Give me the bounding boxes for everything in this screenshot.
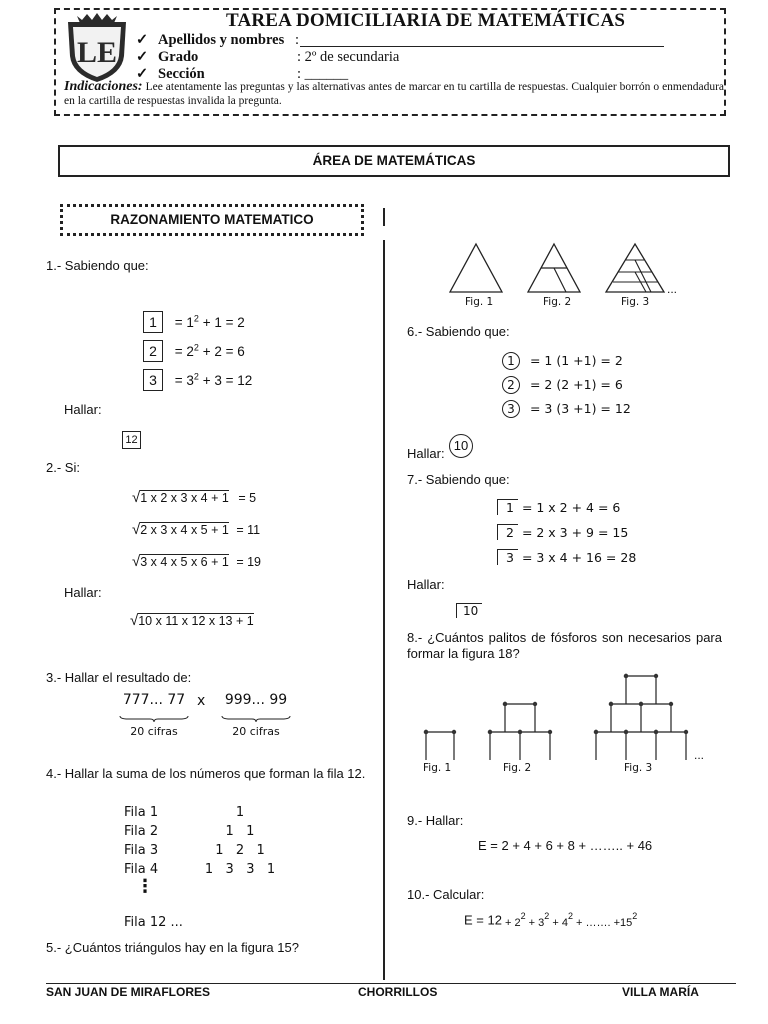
q10-expression xyxy=(464,911,638,930)
q6-row xyxy=(502,376,623,394)
match-head xyxy=(594,730,598,734)
radicand: 2 x 3 x 4 x 5 + 1 xyxy=(140,523,229,537)
field-grado xyxy=(136,49,198,66)
q7-eq: = 1 x 2 + 4 = 6 xyxy=(521,500,621,515)
bracket-number: 2 xyxy=(497,524,518,540)
q4-row-label: Fila 4 xyxy=(124,862,159,877)
q7-row xyxy=(487,549,636,565)
result: = 11 xyxy=(236,523,261,537)
q4-row-label: Fila 2 xyxy=(124,824,159,839)
column-divider xyxy=(383,240,385,980)
footer-campus: VILLA MARÍA xyxy=(622,985,699,999)
indicaciones-label: Indicaciones: xyxy=(64,79,143,94)
boxed-number: 1 xyxy=(143,311,163,333)
circled-number: 3 xyxy=(502,400,520,418)
field-value: : 2º de secundaria xyxy=(297,49,400,65)
q4-last-row: Fila 12 ... xyxy=(124,915,183,930)
sqrt-icon: √ xyxy=(132,553,141,570)
radicand: 3 x 4 x 5 x 6 + 1 xyxy=(140,555,229,569)
match-head xyxy=(452,730,456,734)
q3-operator: x xyxy=(197,693,206,709)
matchstick-figure-1 xyxy=(420,728,460,762)
name-blank-line[interactable] xyxy=(300,46,664,47)
term: + ……. +15 xyxy=(572,917,633,930)
boxed-number: 3 xyxy=(143,369,163,391)
field-label: Apellidos y nombres xyxy=(158,32,285,48)
sqrt-icon: √ xyxy=(132,489,141,506)
q1-eq-base: = 2 xyxy=(174,344,194,359)
q4-row-label: Fila 1 xyxy=(124,805,159,820)
q1-row xyxy=(143,340,245,362)
match-head xyxy=(424,730,428,734)
q1-eq-rest: + 1 = 2 xyxy=(202,315,245,330)
q1-target xyxy=(122,430,141,449)
field-label: Sección xyxy=(158,66,205,82)
q2-prompt: 2.- Si: xyxy=(46,460,80,475)
radicand: 10 x 11 x 12 x 13 + 1 xyxy=(138,614,254,628)
q7-eq: = 3 x 4 + 16 = 28 xyxy=(521,550,637,565)
sqrt-icon: √ xyxy=(132,521,141,538)
q10-prompt: 10.- Calcular: xyxy=(407,887,485,902)
q1-row xyxy=(143,369,252,391)
q5-prompt: 5.- ¿Cuántos triángulos hay en la figura 15? xyxy=(46,940,299,955)
document-title: TAREA DOMICILIARIA DE MATEMÁTICAS xyxy=(226,10,626,31)
circled-number: 10 xyxy=(449,434,473,458)
q6-target xyxy=(449,434,473,458)
match-head xyxy=(669,702,673,706)
footer-rule xyxy=(46,983,736,984)
field-label: Grado xyxy=(158,49,199,65)
term: + 3 xyxy=(525,917,545,930)
match-head xyxy=(654,674,658,678)
term: + 4 xyxy=(549,917,568,930)
q8-prompt: 8.- ¿Cuántos palitos de fósforos son necesarios para formar la figura 18? xyxy=(407,630,722,661)
match-head xyxy=(488,730,492,734)
match-head xyxy=(548,730,552,734)
exponent: 2 xyxy=(544,911,550,921)
q7-target xyxy=(448,603,482,618)
indicaciones-text: Lee atentamente las preguntas y las alternativas antes de marcar en tu cartilla de respuestas. Cualquier borrón o enmendadura en la cartilla de respuestas invalida la pregunta. xyxy=(64,81,725,107)
q4-row-nums: 1 1 xyxy=(225,824,255,839)
result: = 5 xyxy=(238,491,257,505)
operand-b: 999... 99 xyxy=(224,692,288,708)
q2-row xyxy=(132,521,260,538)
q4-row-nums: 1 2 1 xyxy=(215,843,265,858)
vertical-dots: ⋮ xyxy=(136,876,154,897)
q7-row xyxy=(487,499,620,515)
triangle-figure-3 xyxy=(604,242,666,294)
q6-eq: = 1 (1 +1) = 2 xyxy=(529,353,623,368)
fig-label: Fig. 1 xyxy=(465,296,494,308)
footer-campus: SAN JUAN DE MIRAFLORES xyxy=(46,985,211,999)
match-head xyxy=(624,730,628,734)
q9-expression: E = 2 + 4 + 6 + 8 + …….. + 46 xyxy=(478,838,653,853)
boxed-number: 12 xyxy=(122,431,141,449)
q2-target xyxy=(130,612,254,629)
fig-label: Fig. 3 xyxy=(621,296,650,308)
ellipsis: ... xyxy=(694,748,705,762)
operand-a: 777... 77 xyxy=(122,692,186,708)
bracket-number: 10 xyxy=(456,603,482,618)
q1-row xyxy=(143,311,245,333)
q1-hallar: Hallar: xyxy=(64,402,102,417)
match-head xyxy=(533,702,537,706)
sqrt-icon: √ xyxy=(130,612,139,629)
q6-eq: = 2 (2 +1) = 6 xyxy=(529,377,623,392)
match-head xyxy=(684,730,688,734)
q6-prompt: 6.- Sabiendo que: xyxy=(407,324,510,339)
q2-hallar: Hallar: xyxy=(64,585,102,600)
q4-prompt xyxy=(46,766,366,782)
q2-row xyxy=(132,489,256,506)
match-head xyxy=(503,702,507,706)
q6-hallar: Hallar: xyxy=(407,446,445,461)
exponent: 2 xyxy=(567,911,573,921)
checkmark-icon: ✓ xyxy=(136,32,149,48)
q4-row-nums: 1 xyxy=(235,805,245,820)
result: = 19 xyxy=(236,555,261,569)
boxed-number: 2 xyxy=(143,340,163,362)
q3-operand-b xyxy=(220,692,292,738)
column-divider-top xyxy=(383,208,385,226)
field-apellidos xyxy=(136,32,284,49)
match-head xyxy=(654,730,658,734)
area-title: ÁREA DE MATEMÁTICAS xyxy=(58,145,730,177)
field-value: : ______ xyxy=(297,66,349,82)
operand-b-note: 20 cifras xyxy=(232,725,280,738)
q7-hallar: Hallar: xyxy=(407,577,445,592)
q7-eq: = 2 x 3 + 9 = 15 xyxy=(521,525,629,540)
exponent: 2 xyxy=(520,911,526,921)
exponent: 2 xyxy=(193,371,199,382)
section-title: RAZONAMIENTO MATEMATICO xyxy=(60,204,364,236)
q2-row xyxy=(132,553,261,570)
fig-label: Fig. 2 xyxy=(543,296,572,308)
matchstick-figure-2 xyxy=(484,700,560,762)
q6-eq: = 3 (3 +1) = 12 xyxy=(529,401,631,416)
fig-label: Fig. 3 xyxy=(624,762,653,774)
bracket-number: 3 xyxy=(497,549,518,565)
term: + 2 xyxy=(501,917,521,930)
footer-campus: CHORRILLOS xyxy=(358,985,438,999)
bracket-number: 1 xyxy=(497,499,518,515)
q1-eq-base: = 1 xyxy=(174,315,194,330)
radicand: 1 x 2 x 3 x 4 + 1 xyxy=(140,491,229,505)
q6-row xyxy=(502,352,623,370)
checkmark-icon: ✓ xyxy=(136,49,149,65)
fig-label: Fig. 2 xyxy=(503,762,532,774)
triangle-figure-2 xyxy=(526,242,582,294)
match-head xyxy=(609,702,613,706)
match-head xyxy=(518,730,522,734)
ellipsis: ... xyxy=(667,282,678,296)
q4-prompt-text: 4.- Hallar la suma de los números que forman la fila 12. xyxy=(46,766,366,781)
exponent: 2 xyxy=(193,342,199,353)
q7-prompt: 7.- Sabiendo que: xyxy=(407,472,510,487)
triangle-figure-1 xyxy=(448,242,504,294)
matchstick-figure-3 xyxy=(590,672,692,762)
circled-number: 1 xyxy=(502,352,520,370)
q1-prompt: 1.- Sabiendo que: xyxy=(46,258,149,273)
underbrace-icon xyxy=(118,715,190,723)
q3-operand-a xyxy=(118,692,190,738)
q7-row xyxy=(487,524,628,540)
match-head xyxy=(624,674,628,678)
underbrace-icon xyxy=(220,715,292,723)
q4-row-label: Fila 3 xyxy=(124,843,159,858)
fig-label: Fig. 1 xyxy=(423,762,452,774)
term: E = 12 xyxy=(464,912,502,928)
indicaciones xyxy=(64,80,724,108)
exponent: 2 xyxy=(193,313,199,324)
checkmark-icon: ✓ xyxy=(136,66,149,82)
match-head xyxy=(639,702,643,706)
q3-prompt: 3.- Hallar el resultado de: xyxy=(46,670,192,685)
q1-eq-rest: + 2 = 6 xyxy=(202,344,245,359)
q4-row-nums: 1 3 3 1 xyxy=(204,862,276,877)
q6-row xyxy=(502,400,631,418)
school-shield-logo-icon xyxy=(62,12,132,84)
field-value: : xyxy=(295,32,300,48)
q9-prompt: 9.- Hallar: xyxy=(407,813,464,828)
circled-number: 2 xyxy=(502,376,520,394)
operand-a-note: 20 cifras xyxy=(130,725,178,738)
logo-text: LE xyxy=(76,36,118,69)
q1-eq-base: = 3 xyxy=(174,373,194,388)
q1-eq-rest: + 3 = 12 xyxy=(202,373,253,388)
exponent: 2 xyxy=(632,911,638,921)
